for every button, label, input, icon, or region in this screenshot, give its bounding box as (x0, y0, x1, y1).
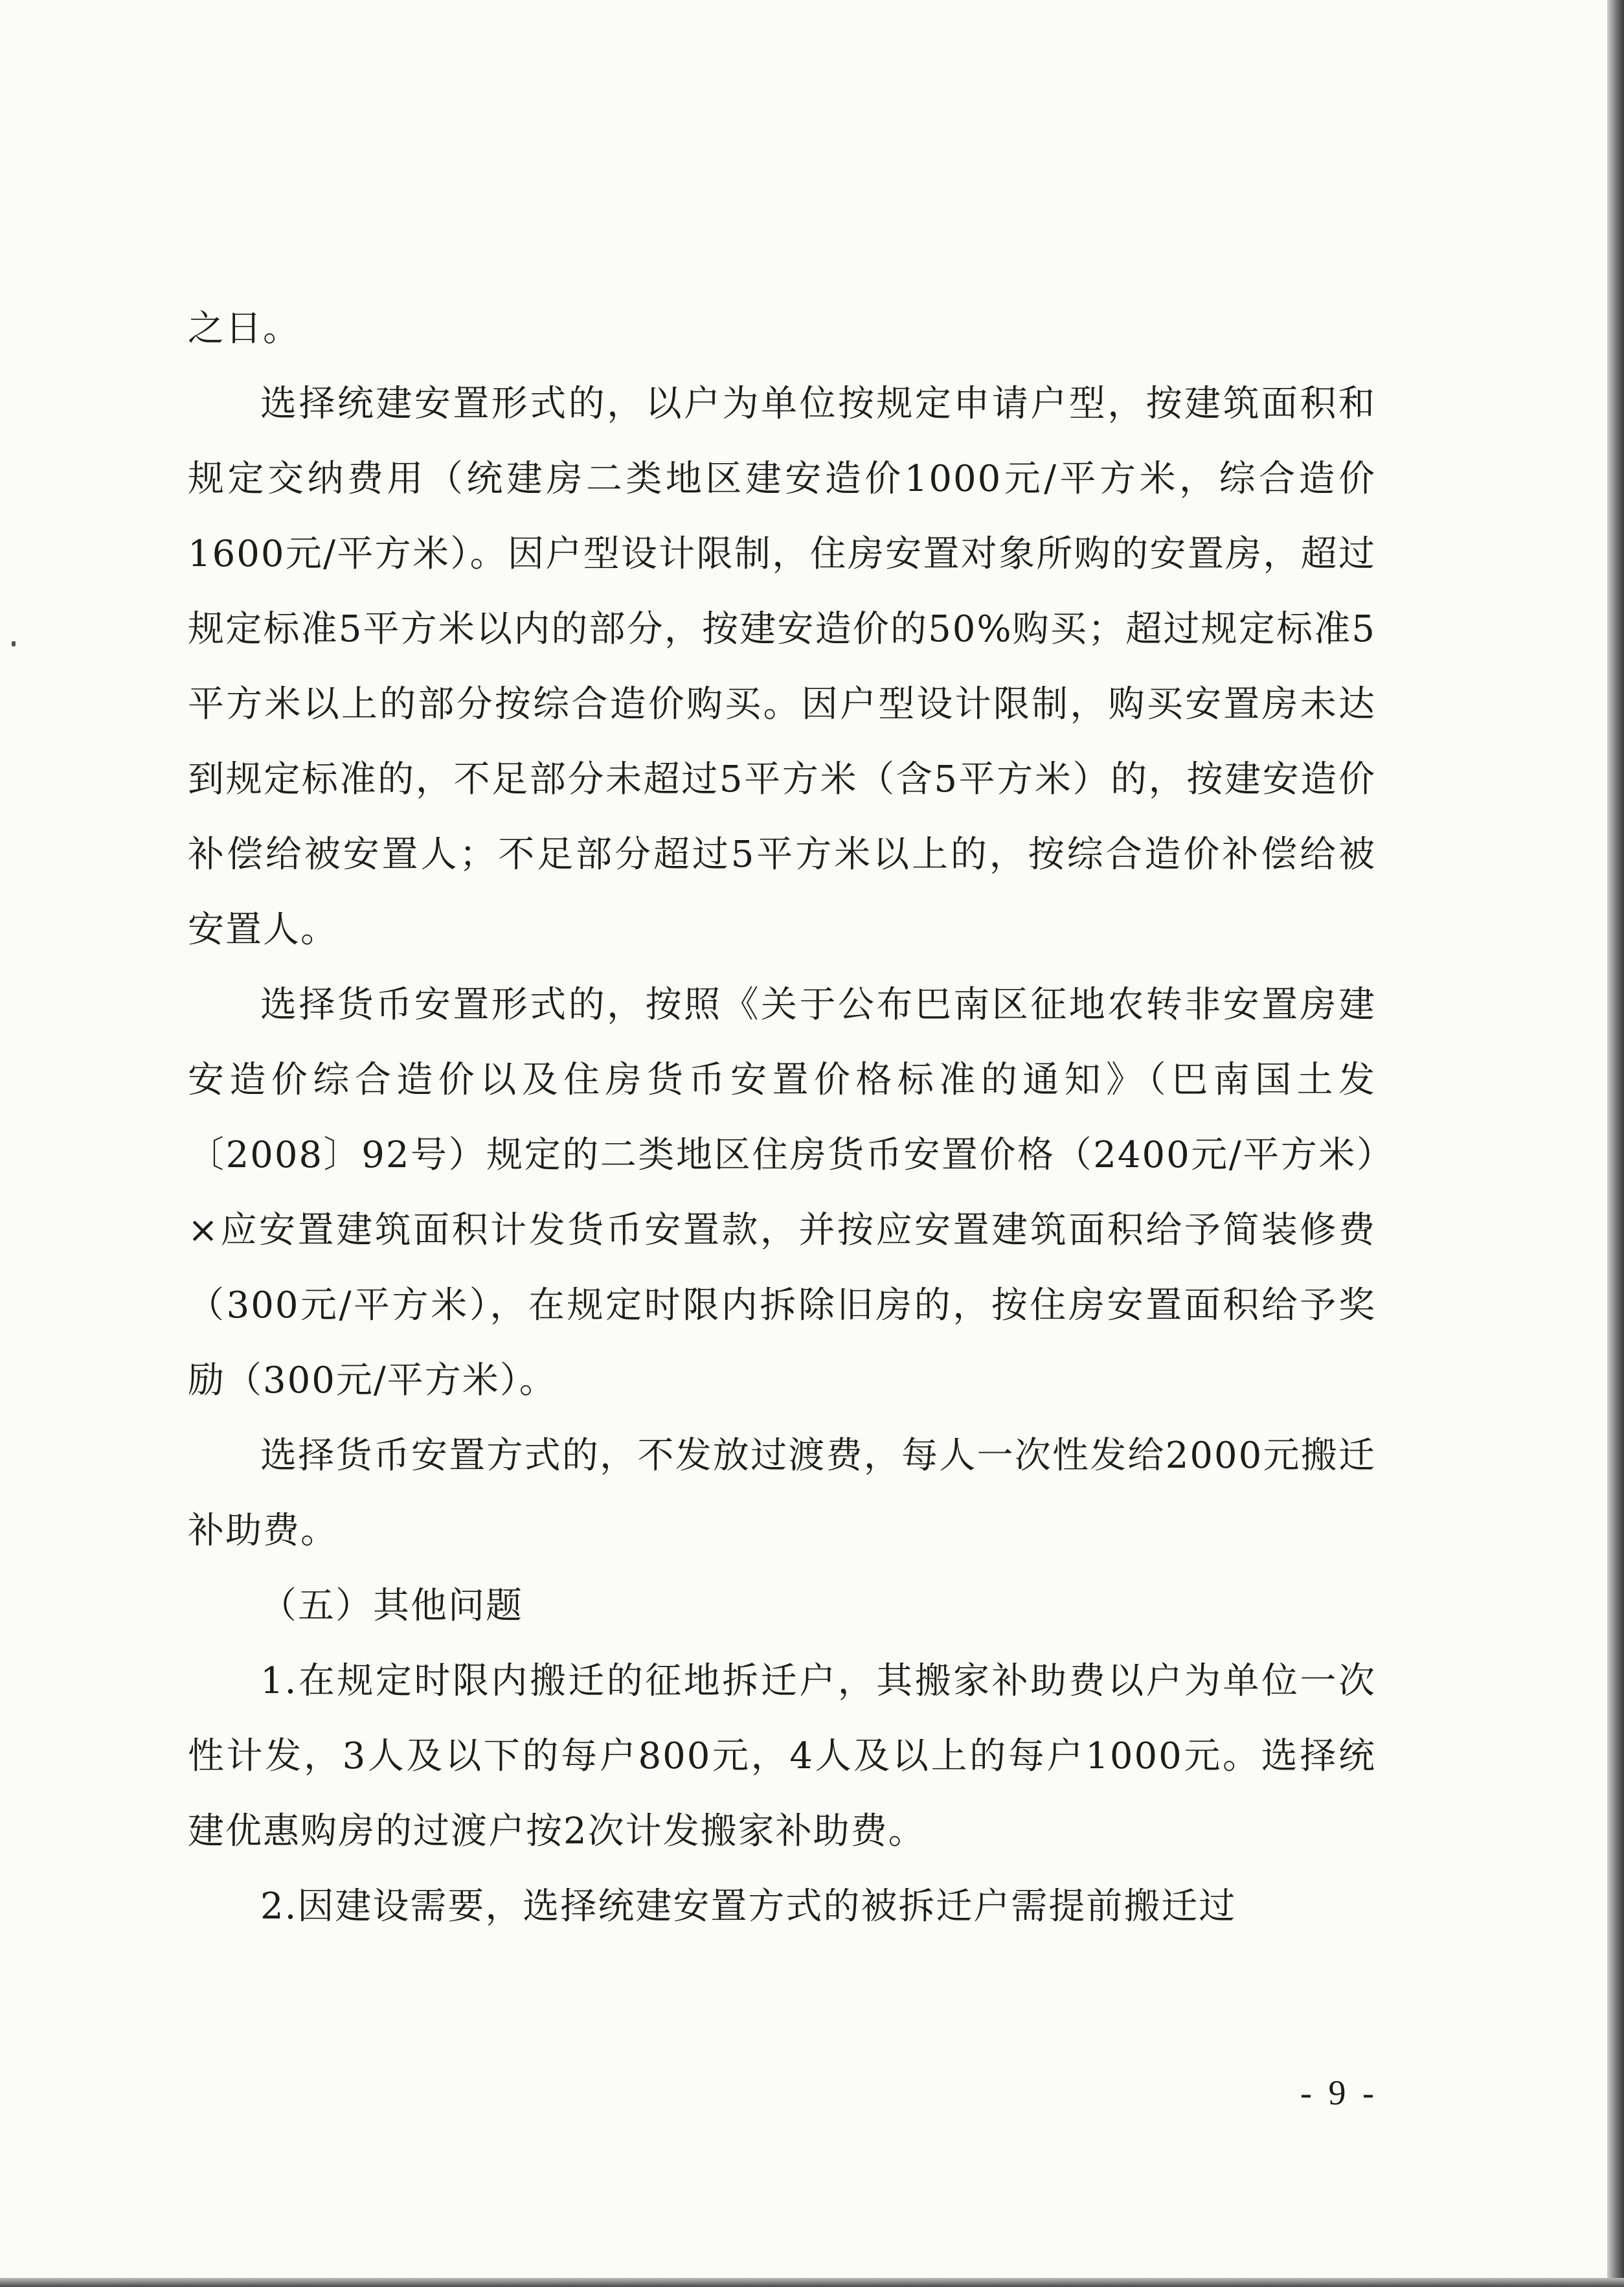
document-body (188, 291, 1376, 1944)
page-number: - 9 - (1300, 2073, 1378, 2112)
paragraph-item-2: 2.因建设需要，选择统建安置方式的被拆迁户需提前搬迁过 (260, 1885, 1237, 1928)
paragraph-monetary-resettlement: 选择货币安置形式的，按照《关于公布巴南区征地农转非安置房建安造价综合造价以及住房货币安置价格标准的通知》（巴南国土发〔2008〕92号）规定的二类地区住房货币安置价格（2400元/平方米）×应安置建筑面积计发货币安置款，并按应安置建筑面积给予简装修费（300元/平方米），在规定时限内拆除旧房的，按住房安置面积给予奖励（300元/平方米）。 (188, 984, 1376, 1402)
paragraph-unified-resettlement: 选择统建安置形式的，以户为单位按规定申请户型，按建筑面积和规定交纳费用（统建房二类地区建安造价1000元/平方米，综合造价1600元/平方米）。因户型设计限制，住房安置对象所购的安置房，超过规定标准5平方米以内的部分，按建安造价的50%购买；超过规定标准5平方米以上的部分按综合造价购买。因户型设计限制，购买安置房未达到规定标准的，不足部分未超过5平方米（含5平方米）的，按建安造价补偿给被安置人；不足部分超过5平方米以上的，按综合造价补偿给被安置人。 (188, 383, 1376, 951)
scan-edge-bottom (0, 2278, 1624, 2287)
scan-edge-right (1607, 0, 1624, 2287)
section-heading-other-issues: （五）其他问题 (260, 1585, 523, 1627)
paragraph-relocation-subsidy: 选择货币安置方式的，不发放过渡费，每人一次性发给2000元搬迁补助费。 (188, 1435, 1376, 1552)
paragraph-continuation: 之日。 (188, 308, 300, 350)
scan-speck (12, 641, 16, 646)
paragraph-item-1: 1.在规定时限内搬迁的征地拆迁户，其搬家补助费以户为单位一次性计发，3人及以下的每户800元，4人及以上的每户1000元。选择统建优惠购房的过渡户按2次计发搬家补助费。 (188, 1660, 1376, 1852)
